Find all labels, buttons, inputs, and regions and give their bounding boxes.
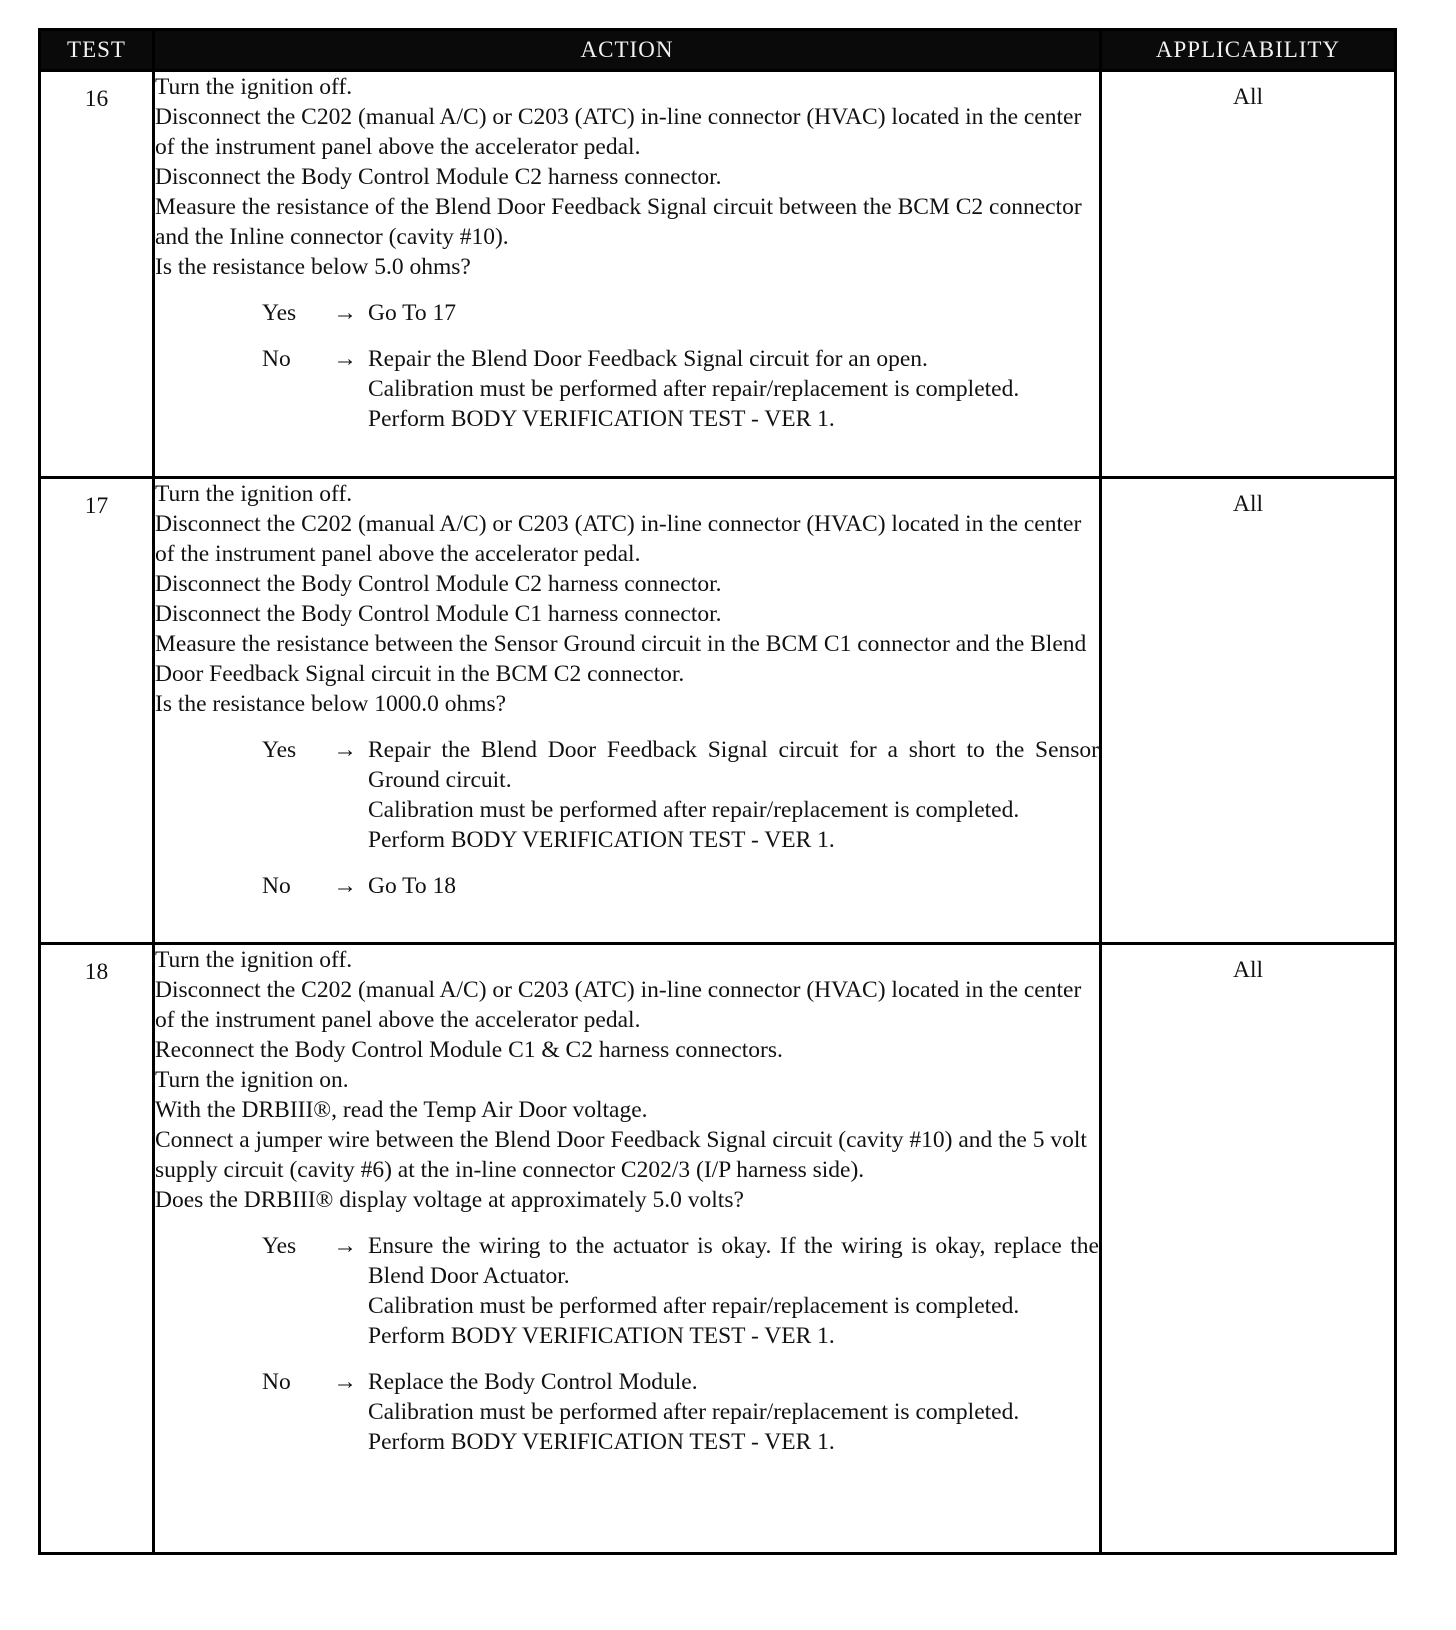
action-step: Disconnect the Body Control Module C1 harness connector. — [155, 601, 722, 627]
branch-line: Go To 17 — [368, 300, 457, 326]
action-step: With the DRBIII®, read the Temp Air Door voltage. — [155, 1097, 648, 1123]
right-arrow-icon: → — [333, 873, 357, 899]
no-label: No — [262, 873, 291, 899]
right-arrow-icon: → — [333, 300, 357, 326]
test-row-18 — [40, 944, 1396, 1554]
no-instructions — [368, 871, 1099, 901]
action-step: Turn the ignition off. — [155, 481, 353, 507]
right-arrow-icon: → — [333, 737, 357, 763]
yes-label: Yes — [262, 1233, 297, 1259]
yes-branch — [155, 735, 1099, 855]
table-header-row — [40, 30, 1396, 71]
branch-line: Perform BODY VERIFICATION TEST - VER 1. — [368, 406, 835, 432]
branch-line: Repair the Blend Door Feedback Signal circuit for a short to the Sensor Ground circuit. — [368, 737, 1099, 793]
action-step: Measure the resistance of the Blend Door Feedback Signal circuit between the BCM C2 connector and the Inline connector (cavity #10). — [155, 194, 1082, 250]
diagnostic-test-table — [38, 28, 1397, 1555]
action-step: Disconnect the C202 (manual A/C) or C203 (ATC) in-line connector (HVAC) located in the center of the instrument panel above the accelerator pedal. — [155, 104, 1082, 160]
branch-line: Perform BODY VERIFICATION TEST - VER 1. — [368, 827, 835, 853]
test-row-17 — [40, 478, 1396, 944]
right-arrow-icon: → — [333, 1233, 357, 1259]
action-step: Does the DRBIII® display voltage at approximately 5.0 volts? — [155, 1187, 744, 1213]
right-arrow-icon: → — [333, 1369, 357, 1395]
action-cell — [154, 71, 1101, 478]
yes-branch — [155, 1231, 1099, 1351]
action-step: Disconnect the Body Control Module C2 harness connector. — [155, 164, 722, 190]
no-label: No — [262, 1369, 291, 1395]
action-step: Is the resistance below 1000.0 ohms? — [155, 691, 507, 717]
yes-instructions — [368, 298, 1099, 328]
action-cell — [154, 478, 1101, 944]
branch-line: Calibration must be performed after repair/replacement is completed. — [368, 797, 1020, 823]
test-number: 17 — [40, 478, 154, 944]
action-step: Turn the ignition off. — [155, 947, 353, 973]
action-step: Turn the ignition on. — [155, 1067, 349, 1093]
branch-line: Calibration must be performed after repair/replacement is completed. — [368, 376, 1020, 402]
yes-label: Yes — [262, 300, 297, 326]
no-branch — [155, 1367, 1099, 1457]
action-step: Turn the ignition off. — [155, 74, 353, 100]
no-label: No — [262, 346, 291, 372]
header-applicability: APPLICABILITY — [1101, 30, 1396, 71]
branch-line: Replace the Body Control Module. — [368, 1369, 698, 1395]
yes-instructions — [368, 735, 1099, 855]
action-step: Is the resistance below 5.0 ohms? — [155, 254, 471, 280]
no-instructions — [368, 1367, 1099, 1457]
test-number: 16 — [40, 71, 154, 478]
applicability-value: All — [1101, 944, 1396, 1554]
action-step: Measure the resistance between the Sensor Ground circuit in the BCM C1 connector and the Blend Door Feedback Signal circuit in the BCM C2 connector. — [155, 631, 1087, 687]
branch-line: Calibration must be performed after repair/replacement is completed. — [368, 1399, 1020, 1425]
action-step: Connect a jumper wire between the Blend Door Feedback Signal circuit (cavity #10) and the 5 volt supply circuit (cavity #6) at the in-line connector C202/3 (I/P harness side). — [155, 1127, 1087, 1183]
test-row-16 — [40, 71, 1396, 478]
action-step: Disconnect the Body Control Module C2 harness connector. — [155, 571, 722, 597]
action-step: Disconnect the C202 (manual A/C) or C203 (ATC) in-line connector (HVAC) located in the center of the instrument panel above the accelerator pedal. — [155, 977, 1082, 1033]
branch-line: Perform BODY VERIFICATION TEST - VER 1. — [368, 1323, 835, 1349]
no-branch — [155, 871, 1099, 901]
action-cell — [154, 944, 1101, 1554]
header-action: ACTION — [154, 30, 1101, 71]
yes-label: Yes — [262, 737, 297, 763]
applicability-value: All — [1101, 478, 1396, 944]
branch-line: Repair the Blend Door Feedback Signal circuit for an open. — [368, 346, 928, 372]
action-step: Reconnect the Body Control Module C1 & C2 harness connectors. — [155, 1037, 783, 1063]
yes-instructions — [368, 1231, 1099, 1351]
yes-branch — [155, 298, 1099, 328]
branch-line: Perform BODY VERIFICATION TEST - VER 1. — [368, 1429, 835, 1455]
header-test: TEST — [40, 30, 154, 71]
no-instructions — [368, 344, 1099, 434]
test-number: 18 — [40, 944, 154, 1554]
branch-line: Ensure the wiring to the actuator is okay. If the wiring is okay, replace the Blend Door Actuator. — [368, 1233, 1099, 1289]
applicability-value: All — [1101, 71, 1396, 478]
right-arrow-icon: → — [333, 346, 357, 372]
action-step: Disconnect the C202 (manual A/C) or C203 (ATC) in-line connector (HVAC) located in the center of the instrument panel above the accelerator pedal. — [155, 511, 1082, 567]
branch-line: Calibration must be performed after repair/replacement is completed. — [368, 1293, 1020, 1319]
branch-line: Go To 18 — [368, 873, 457, 899]
no-branch — [155, 344, 1099, 434]
